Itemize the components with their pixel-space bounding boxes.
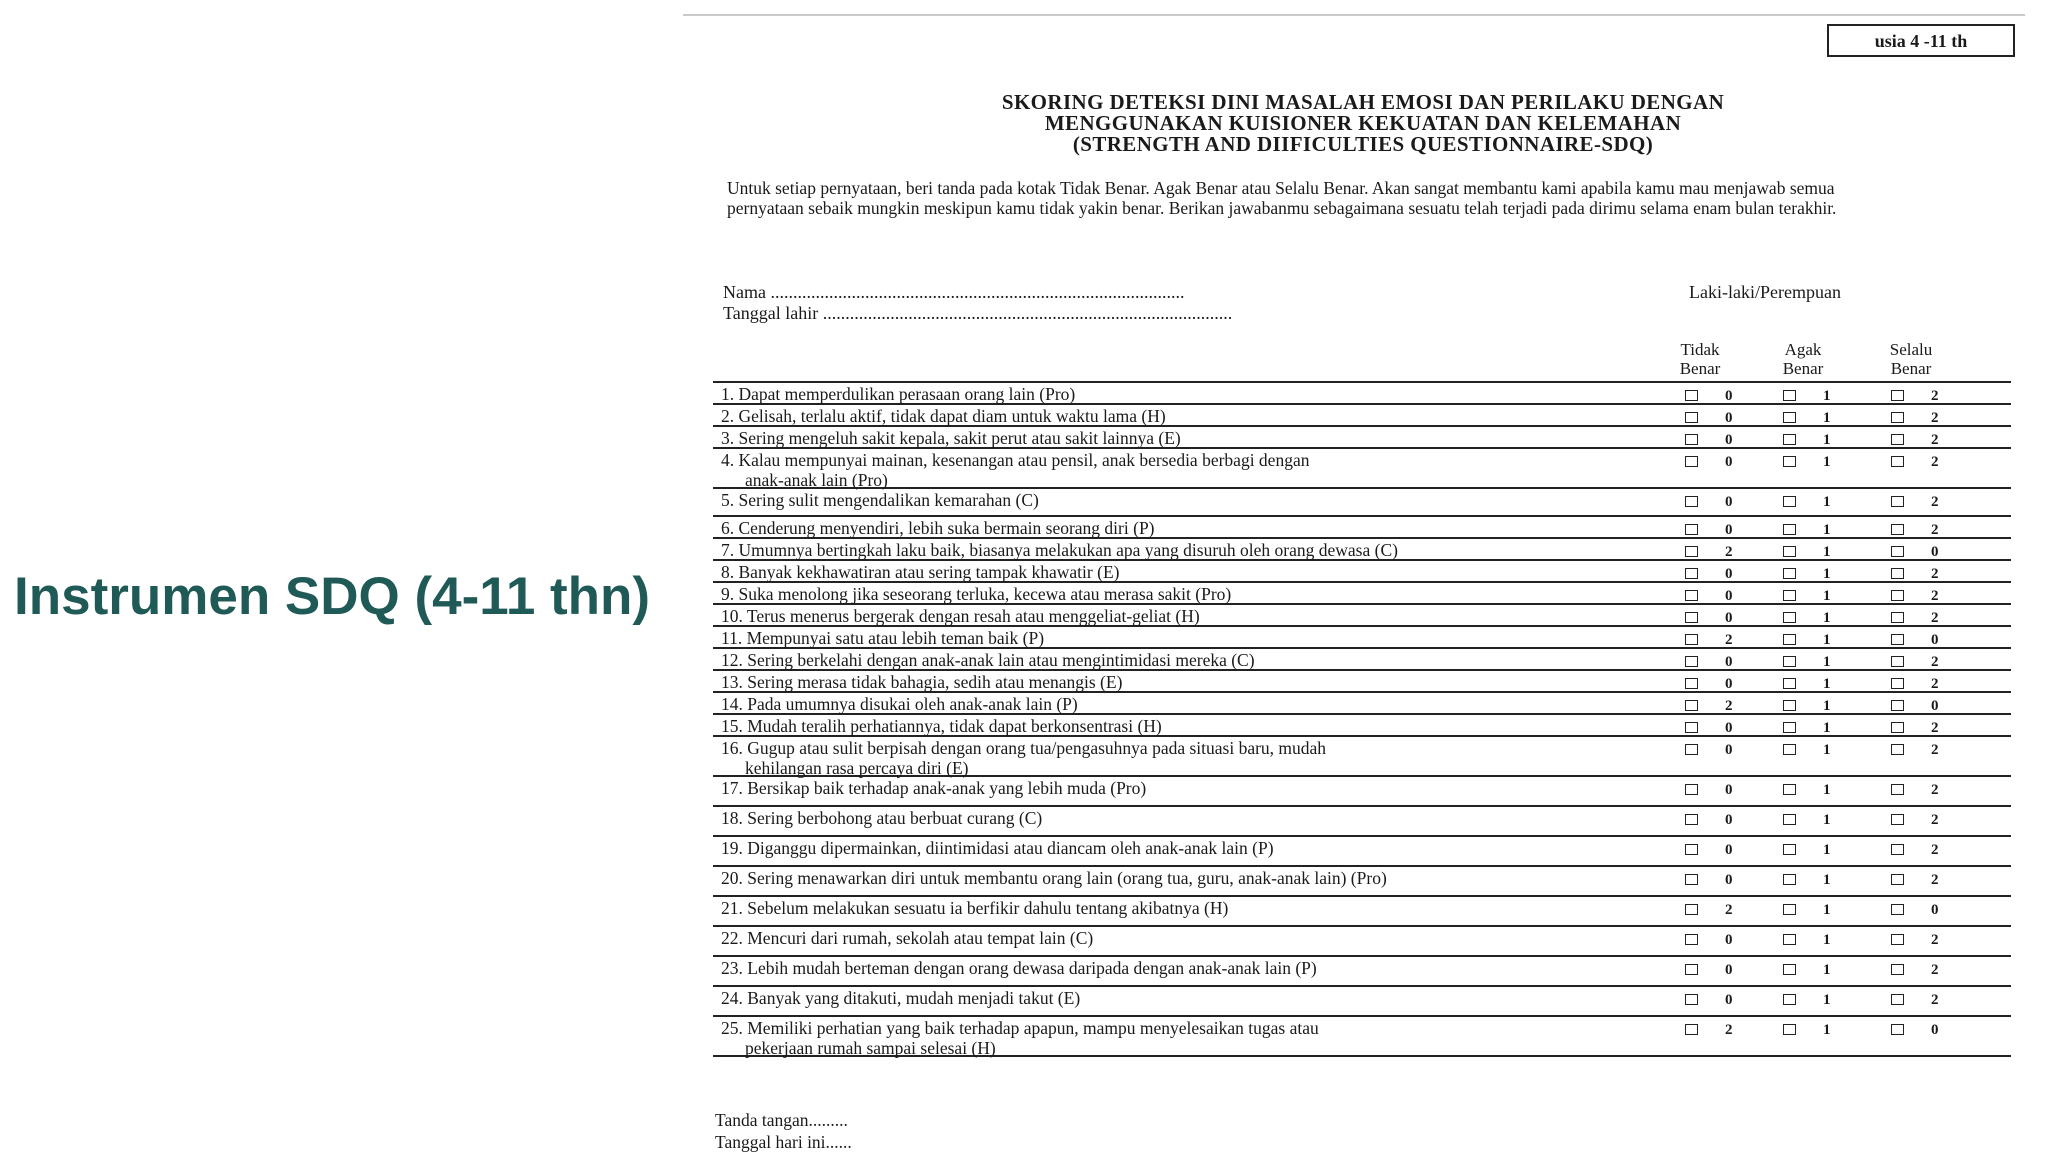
answer-checkbox[interactable] [1891,456,1904,467]
table-row [713,987,2011,1017]
table-row [713,405,2011,427]
answer-score: 0 [1725,610,1733,626]
answer-checkbox[interactable] [1685,412,1698,423]
answer-checkbox[interactable] [1891,700,1904,711]
table-row [713,449,2011,489]
answer-score: 2 [1931,742,1939,758]
answer-checkbox[interactable] [1891,1024,1904,1035]
answer-score: 0 [1931,544,1939,560]
answer-checkbox[interactable] [1783,568,1796,579]
answer-checkbox[interactable] [1783,678,1796,689]
birth-date-field-label: Tanggal lahir ........................................................................................... [723,303,1233,323]
answer-checkbox[interactable] [1685,656,1698,667]
item-statement-line: 3. Sering mengeluh sakit kepala, sakit perut atau sakit lainnya (E) [721,428,1181,448]
answer-checkbox[interactable] [1891,904,1904,915]
answer-score: 1 [1823,962,1831,978]
item-statement-line: 20. Sering menawarkan diri untuk membantu orang lain (orang tua, guru, anak-anak lain) (Pro) [721,868,1387,888]
answer-score: 0 [1725,388,1733,404]
answer-score: 0 [1725,494,1733,510]
answer-checkbox[interactable] [1783,1024,1796,1035]
item-statement [721,1018,1681,1058]
answer-checkbox[interactable] [1685,844,1698,855]
answer-score: 2 [1725,1022,1733,1038]
questionnaire-table [713,381,2011,1057]
answer-score: 2 [1931,410,1939,426]
answer-score: 1 [1823,842,1831,858]
answer-score: 2 [1725,632,1733,648]
questionnaire-document [683,14,2025,1154]
answer-checkbox[interactable] [1685,568,1698,579]
answer-score: 2 [1931,388,1939,404]
item-statement [721,540,1681,560]
item-statement [721,868,1681,888]
answer-score: 0 [1725,742,1733,758]
item-statement-line: 25. Memiliki perhatian yang baik terhadap apapun, mampu menyelesaikan tugas atau [721,1018,1319,1038]
answer-checkbox[interactable] [1891,656,1904,667]
answer-score: 1 [1823,388,1831,404]
answer-checkbox[interactable] [1783,844,1796,855]
answer-score: 2 [1931,962,1939,978]
answer-checkbox[interactable] [1783,456,1796,467]
item-statement [721,838,1681,858]
answer-checkbox[interactable] [1685,434,1698,445]
answer-score: 0 [1725,720,1733,736]
answer-checkbox[interactable] [1783,656,1796,667]
item-statement-line: 22. Mencuri dari rumah, sekolah atau tempat lain (C) [721,928,1094,948]
table-row [713,715,2011,737]
answer-checkbox[interactable] [1783,612,1796,623]
answer-checkbox[interactable] [1685,390,1698,401]
answer-score: 0 [1725,410,1733,426]
answer-checkbox[interactable] [1685,814,1698,825]
answer-score: 0 [1725,842,1733,858]
answer-checkbox[interactable] [1783,546,1796,557]
item-statement [721,562,1681,582]
answer-checkbox[interactable] [1685,612,1698,623]
answer-score: 2 [1931,842,1939,858]
table-row [713,1017,2011,1057]
answer-score: 1 [1823,610,1831,626]
item-statement [721,958,1681,978]
answer-score: 1 [1823,410,1831,426]
item-statement-line: 6. Cenderung menyendiri, lebih suka bermain seorang diri (P) [721,518,1155,538]
answer-score: 0 [1725,962,1733,978]
answer-checkbox[interactable] [1783,434,1796,445]
document-title-line: MENGGUNAKAN KUISIONER KEKUATAN DAN KELEMAHAN [1044,111,1682,135]
answer-checkbox[interactable] [1891,744,1904,755]
item-statement-line: 16. Gugup atau sulit berpisah dengan orang tua/pengasuhnya pada situasi baru, mudah [721,738,1327,758]
item-statement [721,406,1681,426]
answer-checkbox[interactable] [1685,496,1698,507]
answer-checkbox[interactable] [1891,722,1904,733]
answer-score: 2 [1931,454,1939,470]
answer-score: 2 [1931,782,1939,798]
item-statement [721,650,1681,670]
answer-checkbox[interactable] [1891,568,1904,579]
answer-checkbox[interactable] [1783,934,1796,945]
item-statement [721,428,1681,448]
answer-checkbox[interactable] [1685,964,1698,975]
answer-score: 1 [1823,566,1831,582]
table-row [713,489,2011,517]
answer-score: 2 [1931,610,1939,626]
item-statement-line: 2. Gelisah, terlalu aktif, tidak dapat diam untuk waktu lama (H) [721,406,1166,426]
answer-score: 0 [1931,1022,1939,1038]
answer-score: 1 [1823,742,1831,758]
answer-checkbox[interactable] [1783,390,1796,401]
item-statement [721,716,1681,736]
answer-score: 0 [1931,632,1939,648]
answer-checkbox[interactable] [1685,1024,1698,1035]
answer-score: 0 [1725,566,1733,582]
answer-score: 1 [1823,932,1831,948]
answer-checkbox[interactable] [1891,412,1904,423]
answer-score: 2 [1931,654,1939,670]
answer-checkbox[interactable] [1783,524,1796,535]
item-statement [721,628,1681,648]
item-statement-line: 5. Sering sulit mengendalikan kemarahan (C) [721,490,1039,510]
item-statement [721,808,1681,828]
answer-checkbox[interactable] [1783,496,1796,507]
item-statement [721,490,1681,510]
answer-score: 2 [1931,588,1939,604]
answer-score: 1 [1823,454,1831,470]
name-field-label: Nama ............................................................................................ [723,282,1185,302]
table-row [713,627,2011,649]
answer-score: 0 [1725,782,1733,798]
answer-checkbox[interactable] [1783,814,1796,825]
answer-score: 2 [1725,544,1733,560]
answer-score: 1 [1823,872,1831,888]
table-row [713,649,2011,671]
answer-score: 0 [1931,698,1939,714]
item-statement-line: 12. Sering berkelahi dengan anak-anak lain atau mengintimidasi mereka (C) [721,650,1255,670]
answer-score: 1 [1823,902,1831,918]
answer-checkbox[interactable] [1783,874,1796,885]
item-statement-line: 19. Diganggu dipermainkan, diintimidasi atau diancam oleh anak-anak lain (P) [721,838,1274,858]
answer-score: 0 [1725,872,1733,888]
answer-checkbox[interactable] [1685,874,1698,885]
table-row [713,583,2011,605]
item-statement-line: 14. Pada umumnya disukai oleh anak-anak lain (P) [721,694,1078,714]
answer-checkbox[interactable] [1685,678,1698,689]
table-row [713,561,2011,583]
item-statement-line: 18. Sering berbohong atau berbuat curang (C) [721,808,1043,828]
item-statement-line: pekerjaan rumah sampai selesai (H) [745,1038,996,1058]
answer-checkbox[interactable] [1891,496,1904,507]
item-statement [721,898,1681,918]
table-row [713,693,2011,715]
answer-score: 0 [1725,812,1733,828]
item-statement [721,518,1681,538]
answer-checkbox[interactable] [1891,390,1904,401]
item-statement-line: 11. Mempunyai satu atau lebih teman baik (P) [721,628,1045,648]
answer-checkbox[interactable] [1783,634,1796,645]
answer-score: 2 [1931,522,1939,538]
answer-checkbox[interactable] [1783,964,1796,975]
answer-checkbox[interactable] [1891,524,1904,535]
column-header-selalu-benar: Selalu Benar [1889,340,1933,378]
item-statement-line: anak-anak lain (Pro) [745,470,888,490]
table-row [713,957,2011,987]
answer-score: 2 [1931,432,1939,448]
item-statement-line: 21. Sebelum melakukan sesuatu ia berfikir dahulu tentang akibatnya (H) [721,898,1229,918]
answer-score: 1 [1823,654,1831,670]
answer-checkbox[interactable] [1891,546,1904,557]
item-statement [721,672,1681,692]
answer-score: 0 [1725,932,1733,948]
item-statement-line: 1. Dapat memperdulikan perasaan orang lain (Pro) [721,384,1076,404]
answer-checkbox[interactable] [1685,994,1698,1005]
table-row [713,671,2011,693]
item-statement-line: 8. Banyak kekhawatiran atau sering tampak khawatir (E) [721,562,1120,582]
answer-checkbox[interactable] [1783,744,1796,755]
answer-checkbox[interactable] [1783,722,1796,733]
answer-checkbox[interactable] [1783,412,1796,423]
answer-checkbox[interactable] [1685,456,1698,467]
table-row [713,517,2011,539]
answer-checkbox[interactable] [1783,784,1796,795]
table-row [713,605,2011,627]
item-statement [721,778,1681,798]
item-statement [721,988,1681,1008]
answer-checkbox[interactable] [1783,590,1796,601]
column-header-agak-benar: Agak Benar [1782,340,1824,378]
answer-score: 0 [1725,676,1733,692]
answer-score: 1 [1823,522,1831,538]
item-statement-line: 4. Kalau mempunyai mainan, kesenangan atau pensil, anak bersedia berbagi dengan [721,450,1310,470]
answer-checkbox[interactable] [1891,590,1904,601]
document-title-line: SKORING DETEKSI DINI MASALAH EMOSI DAN PERILAKU DENGAN [1001,90,1725,114]
answer-checkbox[interactable] [1783,700,1796,711]
answer-score: 0 [1931,902,1939,918]
answer-checkbox[interactable] [1685,934,1698,945]
item-statement-line: 13. Sering merasa tidak bahagia, sedih atau menangis (E) [721,672,1123,692]
item-statement-line: 15. Mudah teralih perhatiannya, tidak dapat berkonsentrasi (H) [721,716,1162,736]
answer-score: 0 [1725,522,1733,538]
answer-score: 2 [1931,812,1939,828]
table-row [713,867,2011,897]
answer-checkbox[interactable] [1685,634,1698,645]
table-row [713,737,2011,777]
item-statement [721,584,1681,604]
item-statement [721,694,1681,714]
answer-checkbox[interactable] [1783,994,1796,1005]
answer-checkbox[interactable] [1783,904,1796,915]
answer-checkbox[interactable] [1891,844,1904,855]
answer-checkbox[interactable] [1685,744,1698,755]
answer-checkbox[interactable] [1891,814,1904,825]
answer-checkbox[interactable] [1891,964,1904,975]
answer-score: 1 [1823,992,1831,1008]
item-statement-line: 10. Terus menerus bergerak dengan resah atau menggeliat-geliat (H) [721,606,1200,626]
table-row [713,927,2011,957]
item-statement-line: 24. Banyak yang ditakuti, mudah menjadi takut (E) [721,988,1081,1008]
answer-checkbox[interactable] [1891,612,1904,623]
answer-checkbox[interactable] [1891,678,1904,689]
table-row [713,383,2011,405]
answer-score: 2 [1931,566,1939,582]
answer-checkbox[interactable] [1891,784,1904,795]
signature-label: Tanda tangan......... [715,1110,848,1130]
table-row [713,807,2011,837]
answer-checkbox[interactable] [1685,784,1698,795]
answer-checkbox[interactable] [1891,994,1904,1005]
table-row [713,427,2011,449]
date-label: Tanggal hari ini...... [715,1132,852,1152]
slide-title: Instrumen SDQ (4-11 thn) [14,567,651,626]
answer-score: 0 [1725,454,1733,470]
answer-score: 2 [1725,698,1733,714]
item-statement-line: 9. Suka menolong jika seseorang terluka, kecewa atau merasa sakit (Pro) [721,584,1232,604]
answer-score: 0 [1725,432,1733,448]
table-row [713,777,2011,807]
answer-score: 1 [1823,782,1831,798]
answer-checkbox[interactable] [1891,874,1904,885]
answer-score: 2 [1931,932,1939,948]
instructions-text: Untuk setiap pernyataan, beri tanda pada kotak Tidak Benar. Agak Benar atau Selalu Benar. Akan sangat membantu kami apabila kamu mau menjawab semua pernyataan sebaik mungkin meskipun kamu tidak yakin benar. Berikan jawabanmu sebagaimana sesuatu telah terjadi pada dirimu selama enam bulan terakhir. [727,178,1837,218]
answer-score: 1 [1823,432,1831,448]
answer-score: 2 [1931,720,1939,736]
answer-score: 1 [1823,1022,1831,1038]
answer-score: 1 [1823,812,1831,828]
table-row [713,539,2011,561]
gender-field-label: Laki-laki/Perempuan [1689,282,1841,302]
answer-score: 2 [1931,494,1939,510]
item-statement-line: 7. Umumnya bertingkah laku baik, biasanya melakukan apa yang disuruh oleh orang dewasa (C) [721,540,1398,560]
item-statement [721,928,1681,948]
answer-checkbox[interactable] [1891,934,1904,945]
answer-checkbox[interactable] [1685,722,1698,733]
answer-score: 1 [1823,720,1831,736]
item-statement-line: 23. Lebih mudah berteman dengan orang dewasa daripada dengan anak-anak lain (P) [721,958,1317,978]
item-statement [721,606,1681,626]
answer-score: 2 [1931,872,1939,888]
answer-score: 1 [1823,698,1831,714]
answer-score: 2 [1931,992,1939,1008]
answer-checkbox[interactable] [1891,434,1904,445]
answer-checkbox[interactable] [1685,700,1698,711]
answer-score: 0 [1725,992,1733,1008]
answer-score: 1 [1823,494,1831,510]
answer-checkbox[interactable] [1685,546,1698,557]
answer-score: 1 [1823,588,1831,604]
item-statement-line: kehilangan rasa percaya diri (E) [745,758,969,778]
answer-checkbox[interactable] [1685,904,1698,915]
document-title-line: (STRENGTH AND DIIFICULTIES QUESTIONNAIRE-SDQ) [1072,132,1654,156]
item-statement-line: 17. Bersikap baik terhadap anak-anak yang lebih muda (Pro) [721,778,1147,798]
item-statement [721,738,1681,778]
answer-score: 1 [1823,632,1831,648]
answer-score: 2 [1725,902,1733,918]
answer-score: 1 [1823,544,1831,560]
answer-checkbox[interactable] [1685,590,1698,601]
column-header-tidak-benar: Tidak Benar [1679,340,1721,378]
document-title [743,92,1983,155]
answer-score: 2 [1931,676,1939,692]
item-statement [721,384,1681,404]
table-row [713,897,2011,927]
answer-checkbox[interactable] [1685,524,1698,535]
answer-score: 0 [1725,654,1733,670]
item-statement [721,450,1681,490]
answer-score: 1 [1823,676,1831,692]
answer-score: 0 [1725,588,1733,604]
table-row [713,837,2011,867]
age-range-label: usia 4 -11 th [1827,24,2015,57]
answer-checkbox[interactable] [1891,634,1904,645]
